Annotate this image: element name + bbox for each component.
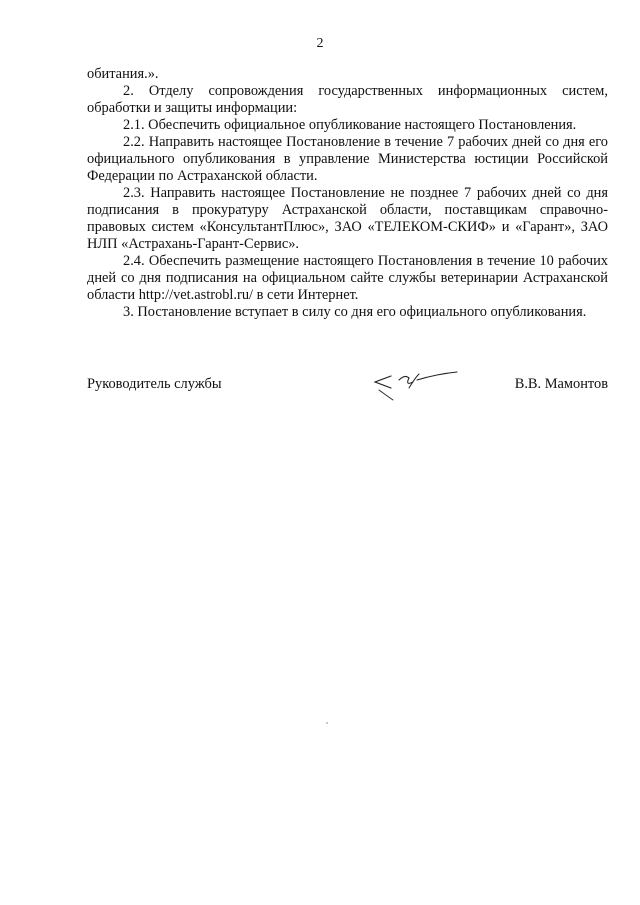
signatory-name: В.В. Мамонтов [514, 376, 608, 392]
paragraph-item-2-1: 2.1. Обеспечить официальное опубликование настоящего Постановления. [123, 117, 577, 133]
signature-block [87, 376, 608, 416]
document-body [87, 66, 608, 321]
scan-speck [326, 722, 328, 724]
paragraph-item-2-3: 2.3. Направить настоящее Постановление не позднее 7 рабочих дней со дня подписания в прокуратуру Астраханской области, поставщикам справочно-правовых систем «КонсультантПлюс», ЗАО «ТЕЛЕКОМ-СКИФ» и «Гарант», ЗАО НЛП «Астрахань-Гарант-Сервис». [87, 185, 608, 252]
page-number: 2 [316, 36, 324, 51]
paragraph-item-2: 2. Отделу сопровождения государственных информационных систем, обработки и защиты информации: [87, 83, 608, 116]
signatory-position: Руководитель службы [87, 376, 222, 392]
paragraph-item-2-4: 2.4. Обеспечить размещение настоящего Постановления в течение 10 рабочих дней со дня подписания на официальном сайте службы ветеринарии Астраханской области http://vet.astrobl.ru/ в сети Интернет. [87, 253, 608, 303]
handwritten-signature [369, 366, 461, 402]
paragraph-item-3: 3. Постановление вступает в силу со дня его официального опубликования. [123, 304, 587, 320]
paragraph-item-2-2: 2.2. Направить настоящее Постановление в течение 7 рабочих дней со дня его официального опубликования в управление Министерства юстиции Российской Федерации по Астраханской области. [87, 134, 608, 184]
paragraph-continuation: обитания.». [87, 66, 159, 82]
